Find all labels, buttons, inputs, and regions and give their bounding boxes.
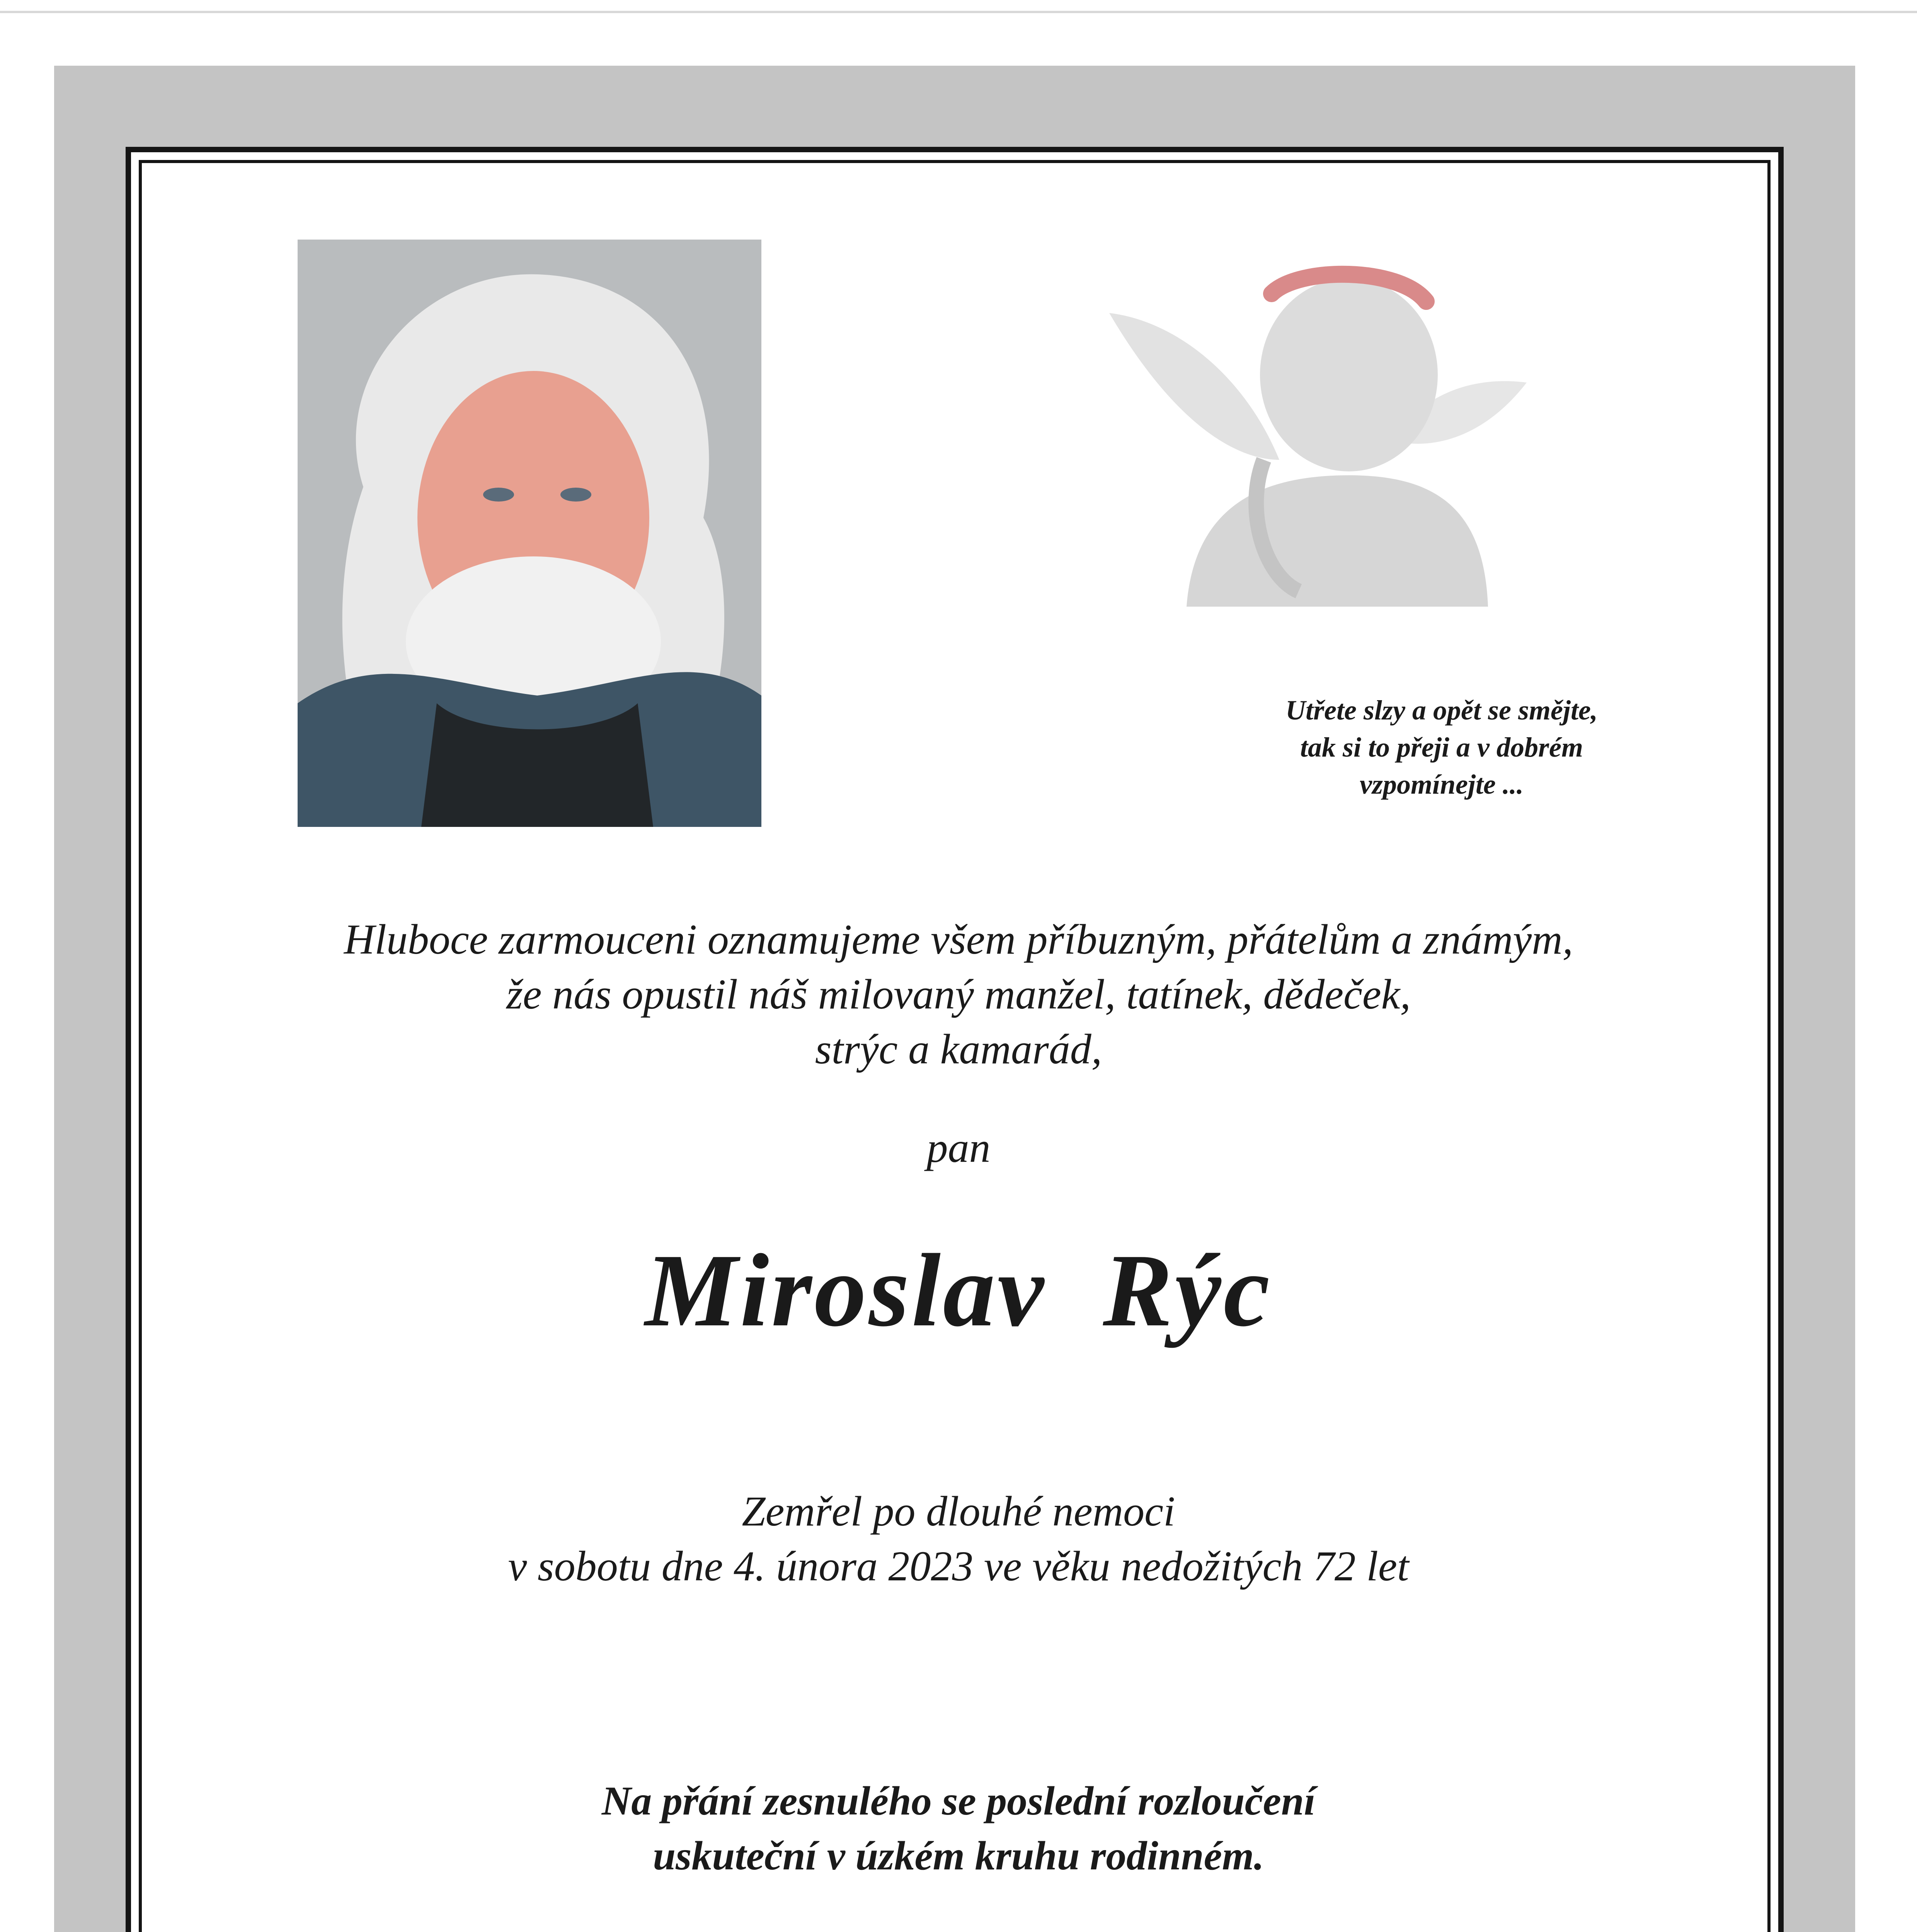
- death-notice: [0, 1484, 1917, 1594]
- salutation: pan: [926, 1124, 991, 1171]
- thanks-line: [0, 1928, 1917, 1932]
- intro-line: že nás opustil náš milovaný manžel, tatínek, dědeček,: [506, 971, 1411, 1018]
- intro-line: Hluboce zarmouceni oznamujeme všem příbuzným, přátelům a známým,: [344, 916, 1573, 963]
- announcement-intro: [0, 912, 1917, 1077]
- motto-line: tak si to přeji a v dobrém: [1300, 732, 1583, 763]
- portrait-photo: [298, 240, 761, 827]
- death-notice-line: Zemřel po dlouhé nemoci: [742, 1488, 1175, 1535]
- angel-figurine-image: [1098, 259, 1531, 614]
- farewell-line: uskuteční v úzkém kruhu rodinném.: [653, 1833, 1264, 1878]
- memorial-motto: [1198, 692, 1685, 803]
- intro-line: strýc a kamarád,: [815, 1026, 1102, 1073]
- farewell-notice: [0, 1774, 1917, 1883]
- death-notice-line: v sobotu dne 4. února 2023 ve věku nedožitých 72 let: [508, 1543, 1409, 1590]
- farewell-line: Na přání zesnulého se poslední rozloučení: [601, 1778, 1316, 1823]
- scan-edge: [0, 11, 1917, 13]
- motto-line: vzpomínejte ...: [1360, 769, 1524, 800]
- deceased-name: Miroslav Rýc: [645, 1233, 1272, 1348]
- motto-line: Utřete slzy a opět se smějte,: [1285, 695, 1598, 726]
